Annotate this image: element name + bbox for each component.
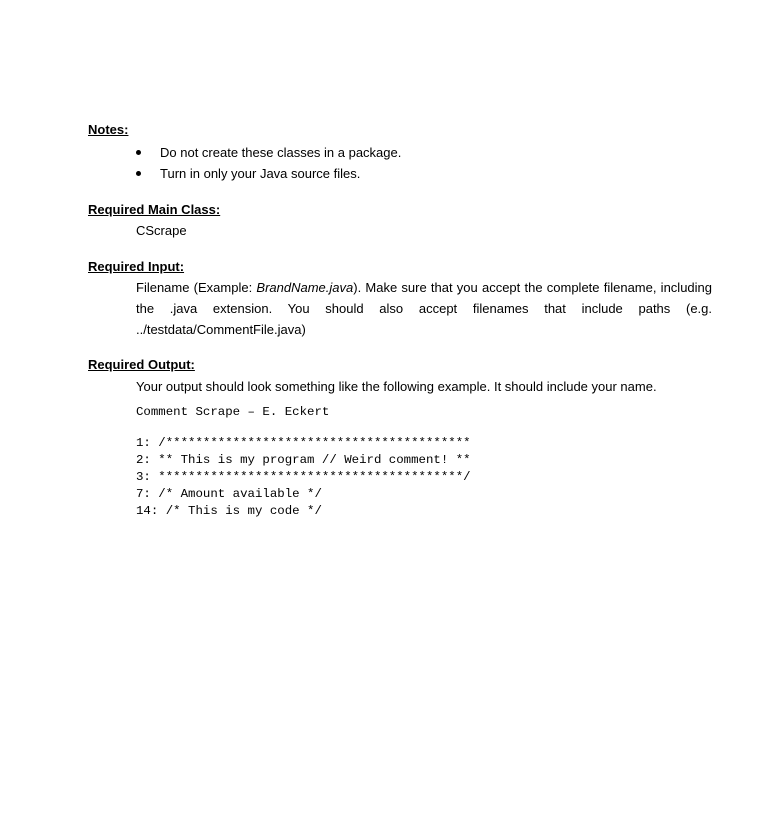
input-heading: Required Input: bbox=[88, 259, 185, 274]
sample-output-title: Comment Scrape – E. Eckert bbox=[136, 405, 330, 419]
sample-output-line: 3: *****************************************/ bbox=[136, 470, 471, 484]
list-item-text: Do not create these classes in a package. bbox=[160, 145, 402, 160]
input-text-before: Filename (Example: bbox=[136, 280, 257, 295]
sample-output-line: 14: /* This is my code */ bbox=[136, 504, 322, 518]
list-item-text: Turn in only your Java source files. bbox=[160, 166, 361, 181]
sample-output-line: 1: /***************************************** bbox=[136, 436, 471, 450]
sample-output-line: 2: ** This is my program // Weird comment! ** bbox=[136, 453, 471, 467]
output-description: Your output should look something like the following example. It should include your name. bbox=[136, 379, 657, 394]
bullet-icon bbox=[136, 150, 141, 155]
bullet-icon bbox=[136, 171, 141, 176]
notes-heading: Notes: bbox=[88, 122, 129, 137]
input-example: BrandName.java bbox=[256, 280, 354, 295]
input-text-after: ). Make sure that you accept the complete filename, including the .java extension. You should also accept filenames that include paths (e.g. ../testdata/CommentFile.java) bbox=[136, 280, 712, 337]
main-class-value: CScrape bbox=[136, 223, 187, 238]
output-heading: Required Output: bbox=[88, 357, 195, 372]
input-description bbox=[136, 277, 712, 340]
main-class-heading: Required Main Class: bbox=[88, 202, 221, 217]
sample-output-line: 7: /* Amount available */ bbox=[136, 487, 322, 501]
